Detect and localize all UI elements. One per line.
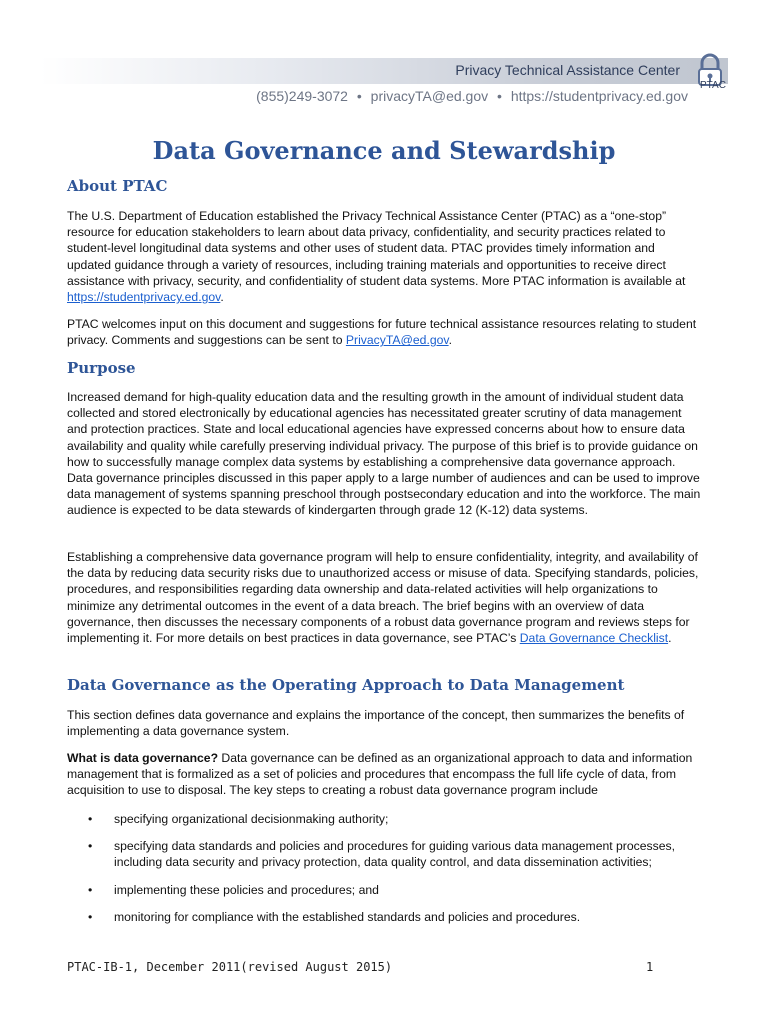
governance-paragraph-2: What is data governance? Data governance can be defined as an organizational approach to data and information management that is formalized as a set of policies and procedures that encompass the full life cycle of data, from acquisition to use to disposal. The key steps to creating a robust data governance program include	[67, 751, 693, 798]
about-paragraph-1: The U.S. Department of Education established the Privacy Technical Assistance Center (PTAC) as a “one-stop” resource for education stakeholders to learn about data privacy, confidentiality, and security practices related to student-level longitudinal data systems and other uses of student data. PTAC provides timely information and updated guidance through a variety of resources, including training materials and opportunities to receive direct assistance with privacy, security, and confidentiality of student data systems. More PTAC information is available at https://studentprivacy.ed.gov.	[67, 209, 686, 305]
list-item: • specifying data standards and policies and procedures for guiding various data management processes, including data security and privacy protection, data quality control, and data dissemination activities;	[88, 839, 675, 870]
page-number: 1	[646, 960, 654, 974]
purpose-paragraph-2: Establishing a comprehensive data governance program will help to ensure confidentiality, integrity, and availability of the data by reducing data security risks due to unauthorized access or misuse of data. Specifying standards, policies, procedures, and responsibilities regarding data ownership and data-related activities will help organizations to minimize any detrimental outcomes in the event of a data breach. The brief begins with an overview of data governance, then discusses the necessary components of a robust data governance program and reviews steps for implementing it. For more details on best practices in data governance, see PTAC’s Data Governance Checklist.	[67, 550, 699, 646]
bullet-icon: •	[88, 910, 93, 924]
privacyta-email-link[interactable]: PrivacyTA@ed.gov	[345, 333, 449, 348]
org-name: Privacy Technical Assistance Center	[455, 62, 680, 78]
separator: •	[497, 88, 502, 104]
purpose-paragraph-1: Increased demand for high-quality education data and the resulting growth in the amount of individual student data collected and stored electronically by educational agencies has necessitated greater scrutiny of data management and protection practices. State and local educational agencies have expressed concerns about how to ensure data availability and quality while carefully preserving individual privacy. The purpose of this brief is to provide guidance on how to successfully manage complex data systems by establishing a comprehensive data governance approach. Data governance principles discussed in this paper apply to a large number of audiences and can be used to improve data management of systems spanning preschool through postsecondary education and into the workforce. The main audience is expected to be data stewards of kindergarten through grade 12 (K-12) data systems.	[67, 390, 701, 518]
logo-text: PTAC	[700, 80, 726, 91]
studentprivacy-link[interactable]: https://studentprivacy.ed.gov	[67, 290, 221, 305]
about-paragraph-2: PTAC welcomes input on this document and suggestions for future technical assistance resources relating to student privacy. Comments and suggestions can be sent to PrivacyTA@ed.gov.	[67, 317, 697, 348]
what-is-data-governance-label: What is data governance?	[67, 751, 219, 765]
contact-website[interactable]: https://studentprivacy.ed.gov	[510, 88, 688, 104]
phone-number: (855)249-3072	[256, 88, 348, 104]
padlock-logo-icon	[690, 50, 730, 102]
bullet-icon: •	[88, 812, 93, 826]
bullet-icon: •	[88, 839, 93, 853]
list-item: • implementing these policies and procedures; and	[88, 883, 379, 897]
footer-citation: PTAC-IB-1, December 2011(revised August 2015)	[67, 960, 393, 974]
separator: •	[356, 88, 362, 104]
about-heading: About PTAC	[67, 177, 168, 195]
governance-heading: Data Governance as the Operating Approach to Data Management	[67, 676, 625, 694]
list-item: • specifying organizational decisionmaking authority;	[88, 812, 389, 826]
data-governance-checklist-link[interactable]: Data Governance Checklist	[519, 631, 669, 646]
contact-email[interactable]: privacyTA@ed.gov	[370, 88, 489, 104]
governance-paragraph-1: This section defines data governance and explains the importance of the concept, then summarizes the benefits of implementing a data governance system.	[67, 708, 685, 739]
bullet-icon: •	[88, 883, 93, 897]
purpose-heading: Purpose	[67, 359, 136, 377]
page-title: Data Governance and Stewardship	[152, 136, 616, 165]
contact-line	[256, 88, 688, 104]
list-item: • monitoring for compliance with the established standards and policies and procedures.	[88, 910, 581, 924]
